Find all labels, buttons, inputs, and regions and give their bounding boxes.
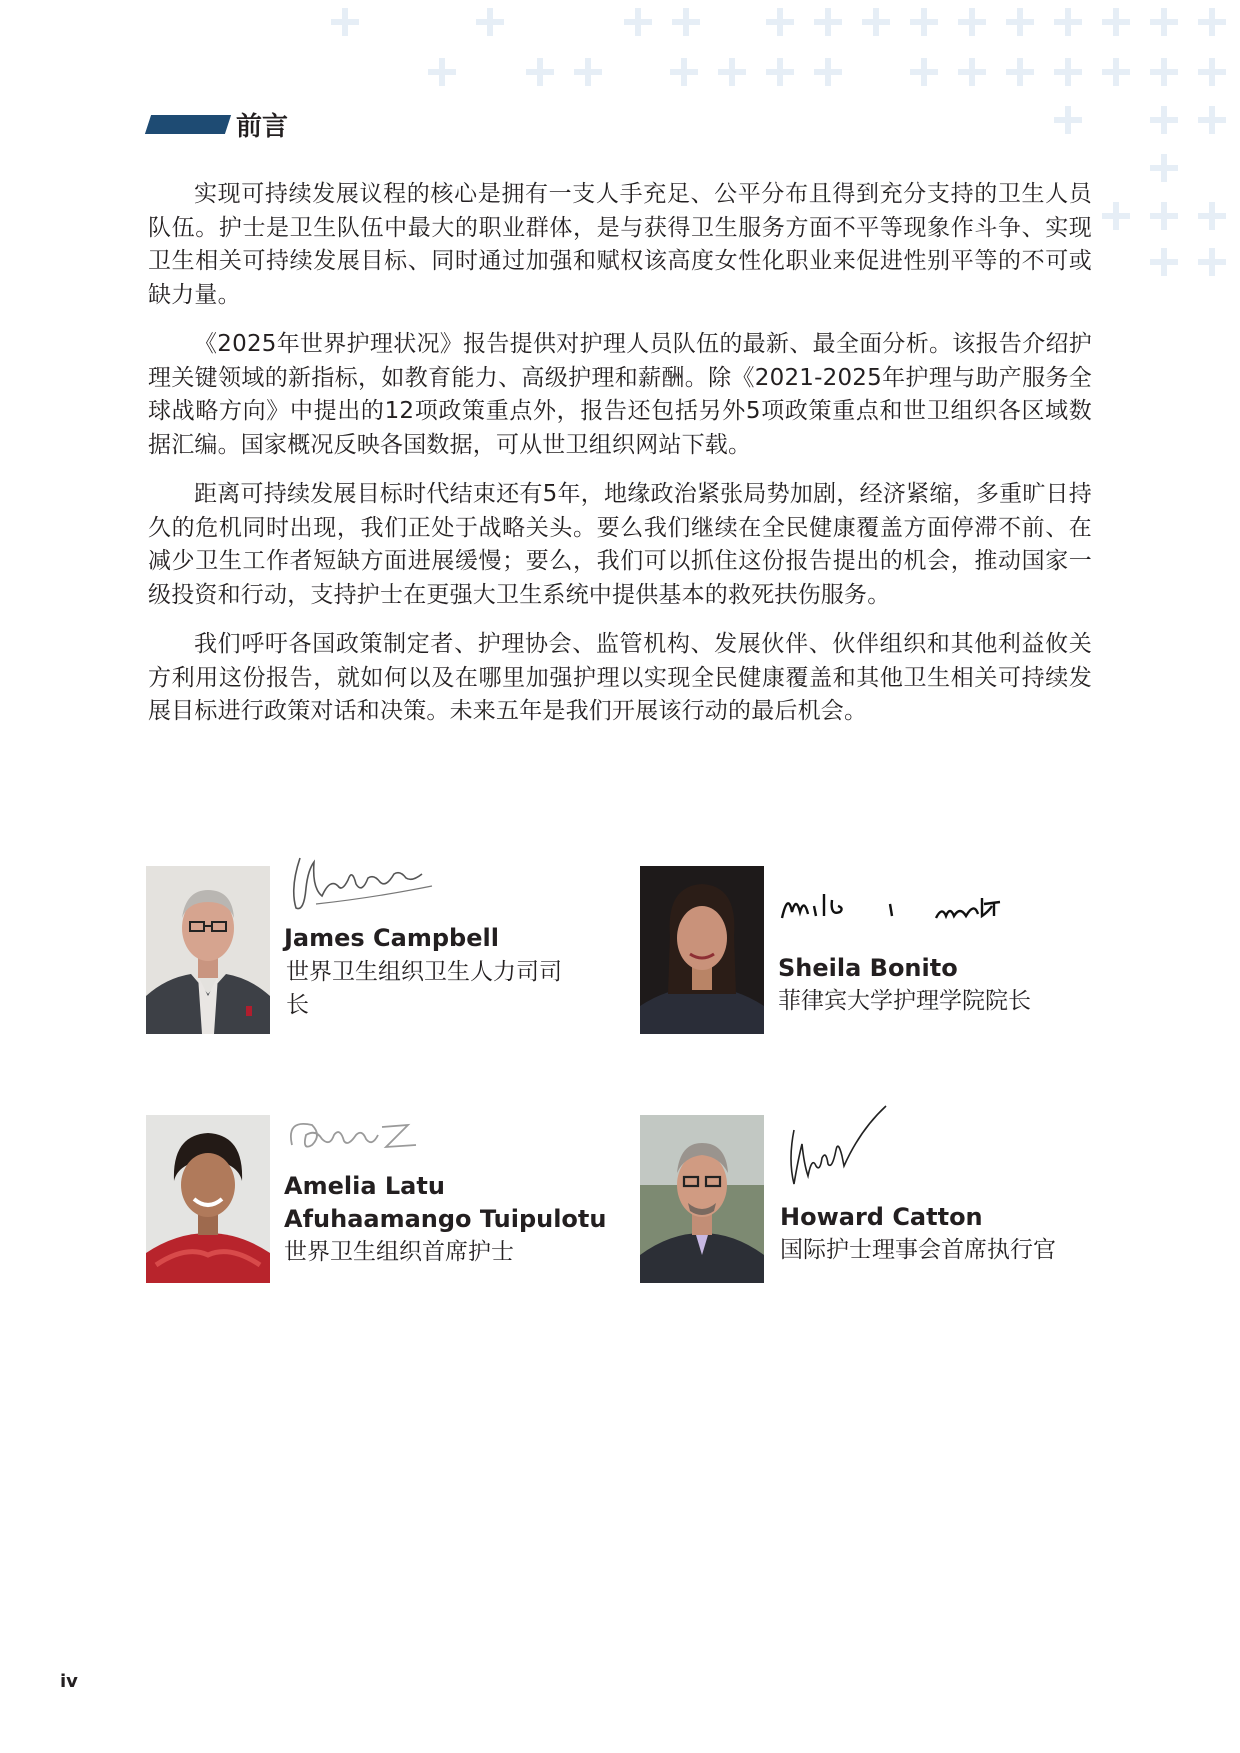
signature-james-campbell: [282, 848, 442, 918]
plus-shape: [958, 8, 986, 36]
plus-shape: [672, 8, 700, 36]
paragraph-1: 实现可持续发展议程的核心是拥有一支人手充足、公平分布且得到充分支持的卫生人员队伍。护士是卫生队伍中最大的职业群体，是与获得卫生服务方面不平等现象作斗争、实现卫生相关可持续发展目标、同时通过加强和赋权该高度女性化职业来促进性别平等的不可或缺力量。: [148, 181, 1092, 308]
plus-shape: [1150, 248, 1178, 276]
signatory-name-line2: Afuhaamango Tuipulotu: [284, 1205, 607, 1233]
foreword-body: [148, 178, 1092, 745]
plus-shape: [766, 8, 794, 36]
paragraph-2: 《2025年世界护理状况》报告提供对护理人员队伍的最新、最全面分析。该报告介绍护理关键领域的新指标，如教育能力、高级护理和薪酬。除《2021-2025年护理与助产服务全球战略方向》中提出的12项政策重点外，报告还包括另外5项政策重点和世卫组织各区域数据汇编。国家概况反映各国数据，可从世卫组织网站下载。: [148, 331, 1092, 458]
plus-shape: [1198, 248, 1226, 276]
signatory-name: James Campbell: [284, 924, 499, 952]
signature-amelia-tuipulotu: [282, 1105, 442, 1165]
plus-shape: [1150, 8, 1178, 36]
paragraph-4: 我们呼吁各国政策制定者、护理协会、监管机构、发展伙伴、伙伴组织和其他利益攸关方利用这份报告，就如何以及在哪里加强护理以实现全民健康覆盖和其他卫生相关可持续发展目标进行政策对话和决策。未来五年是我们开展该行动的最后机会。: [148, 631, 1092, 724]
plus-shape: [1054, 58, 1082, 86]
signatory-role: 国际护士理事会首席执行官: [780, 1237, 1056, 1263]
photo-amelia-tuipulotu: [146, 1115, 270, 1283]
photo-howard-catton: [640, 1115, 764, 1283]
plus-shape: [670, 58, 698, 86]
plus-shape: [1150, 202, 1178, 230]
plus-shape: [718, 58, 746, 86]
plus-shape: [814, 8, 842, 36]
plus-shape: [1198, 58, 1226, 86]
page-title: 前言: [236, 112, 289, 142]
plus-shape: [1150, 154, 1178, 182]
plus-shape: [1006, 58, 1034, 86]
plus-shape: [862, 8, 890, 36]
plus-shape: [574, 58, 602, 86]
signature-sheila-bonito: [778, 882, 1028, 932]
plus-shape: [910, 58, 938, 86]
heading-accent-bar: [145, 115, 231, 134]
plus-shape: [1198, 8, 1226, 36]
photo-james-campbell: [146, 866, 270, 1034]
plus-shape: [1198, 106, 1226, 134]
plus-shape: [1102, 8, 1130, 36]
signatory-role: 世界卫生组织卫生人力司司长: [286, 959, 562, 1018]
plus-shape: [428, 58, 456, 86]
signatory-name-line1: Amelia Latu: [284, 1172, 445, 1200]
plus-shape: [1150, 106, 1178, 134]
signature-howard-catton: [780, 1100, 890, 1190]
plus-shape: [476, 8, 504, 36]
signatory-name: Sheila Bonito: [778, 954, 958, 982]
plus-shape: [1102, 58, 1130, 86]
page-number: iv: [60, 1671, 78, 1692]
plus-shape: [624, 8, 652, 36]
plus-shape: [1006, 8, 1034, 36]
plus-shape: [1150, 58, 1178, 86]
signatory-role: 世界卫生组织首席护士: [284, 1239, 514, 1265]
plus-shape: [958, 58, 986, 86]
plus-shape: [814, 58, 842, 86]
plus-shape: [910, 8, 938, 36]
photo-sheila-bonito: [640, 866, 764, 1034]
plus-shape: [1102, 202, 1130, 230]
plus-shape: [1198, 202, 1226, 230]
signatory-role: 菲律宾大学护理学院院长: [778, 988, 1031, 1014]
signatory-name: Howard Catton: [780, 1203, 983, 1231]
paragraph-3: 距离可持续发展目标时代结束还有5年，地缘政治紧张局势加剧，经济紧缩，多重旷日持久的危机同时出现，我们正处于战略关头。要么我们继续在全民健康覆盖方面停滞不前、在减少卫生工作者短缺方面进展缓慢；要么，我们可以抓住这份报告提出的机会，推动国家一级投资和行动，支持护士在更强大卫生系统中提供基本的救死扶伤服务。: [148, 481, 1092, 608]
plus-shape: [766, 58, 794, 86]
plus-shape: [1054, 106, 1082, 134]
plus-shape: [526, 58, 554, 86]
plus-shape: [1054, 8, 1082, 36]
plus-shape: [331, 8, 359, 36]
